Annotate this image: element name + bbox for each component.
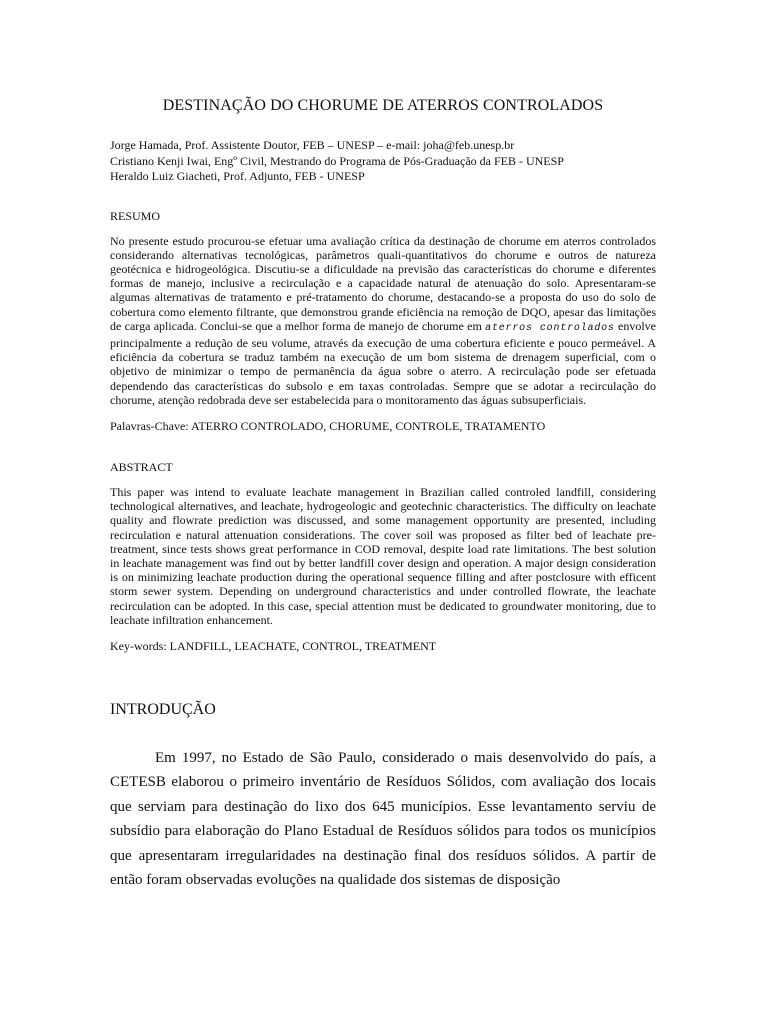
resumo-emphasis: aterros controlados bbox=[485, 322, 615, 334]
author-list bbox=[110, 138, 656, 185]
abstract-heading: ABSTRACT bbox=[110, 459, 173, 474]
resumo-heading: RESUMO bbox=[110, 208, 161, 223]
resumo-text-end: envolve principalmente a redução de seu volume, através da execução de uma cobertura eficiente e pouco permeável. A eficiência da cobertura se traduz também na execução de um bom sistema de drenagem superficial, com o objetivo de minimizar o tempo de permanência da água sobre o aterro. A recirculação pode ser efetuada dependendo das características do subsolo e em taxas controladas. Sempre que se adotar a recirculação do chorume, atenção redobrada deve ser estabelecida para o monitoramento das águas subsuperficiais. bbox=[110, 318, 656, 407]
resumo-text-start: No presente estudo procurou-se efetuar uma avaliação crítica da destinação de chorume em aterros controlados considerando alternativas tecnológicas, parâmetros quali-quantitativos do chorume e outros de natureza geotécnica e hidrogeológica. Discutiu-se a dificuldade na previsão das características do chorume e diferentes formas de manejo, inclusive a recirculação e a capacidade natural de atenuação do solo. Apresentaram-se algumas alternativas de tratamento e pré-tratamento do chorume, destacando-se a proposta do uso do solo de cobertura como elemento filtrante, que demonstrou grande eficiência na remoção de DQO, apesar das limitações de carga aplicada. Conclui-se que a melhor forma de manejo de chorume em bbox=[110, 233, 656, 333]
resumo-keywords: Palavras-Chave: ATERRO CONTROLADO, CHORUME, CONTROLE, TRATAMENTO bbox=[110, 418, 546, 433]
abstract-keywords: Key-words: LANDFILL, LEACHATE, CONTROL, TREATMENT bbox=[110, 638, 437, 653]
author-line: Heraldo Luiz Giacheti, Prof. Adjunto, FEB - UNESP bbox=[110, 169, 365, 183]
introduction-body: Em 1997, no Estado de São Paulo, considerado o mais desenvolvido do país, a CETESB elaborou o primeiro inventário de Resíduos Sólidos, com avaliação dos locais que serviam para destinação do lixo dos 645 municípios. Esse levantamento serviu de subsídio para elaboração do Plano Estadual de Resíduos sólidos para todos os municípios que apresentaram irregularidades na destinação final dos resíduos sólidos. A partir de então foram observadas evoluções na qualidade dos sistemas de disposição bbox=[110, 749, 656, 889]
introduction-heading: INTRODUÇÃO bbox=[110, 700, 216, 718]
abstract-body: This paper was intend to evaluate leachate management in Brazilian called controled landfill, considering technological alternatives, and leachate, hydrogeologic and geotechnic characteristics. The difficulty on leachate quality and flowrate prediction was discussed, and some management opportunity are presented, including recirculation e natural attenuation considerations. The cover soil was proposed as filter bed of leachate pre-treatment, since tests shows great performance in COD removal, despite load rate limitations. The best solution in leachate management was find out by better landfill cover design and operation. A major design consideration is on minimizing leachate production during the operational sequence filling and after postclosure with efficent storm sewer system. Depending on underground characteristics and under controlled flowrate, the leachate recirculation can be adopted. In this case, special attention must be dedicated to groundwater monitoring, due to leachate infiltration enhancement. bbox=[110, 484, 656, 627]
resumo-body bbox=[110, 234, 656, 407]
author-line: Cristiano Kenji Iwai, Engº Civil, Mestrando do Programa de Pós-Graduação da FEB - UNESP bbox=[110, 153, 564, 168]
author-line: Jorge Hamada, Prof. Assistente Doutor, FEB – UNESP – e-mail: joha@feb.unesp.br bbox=[110, 138, 515, 152]
paper-content bbox=[110, 96, 656, 893]
paper-title: DESTINAÇÃO DO CHORUME DE ATERROS CONTROLADOS bbox=[162, 97, 604, 114]
